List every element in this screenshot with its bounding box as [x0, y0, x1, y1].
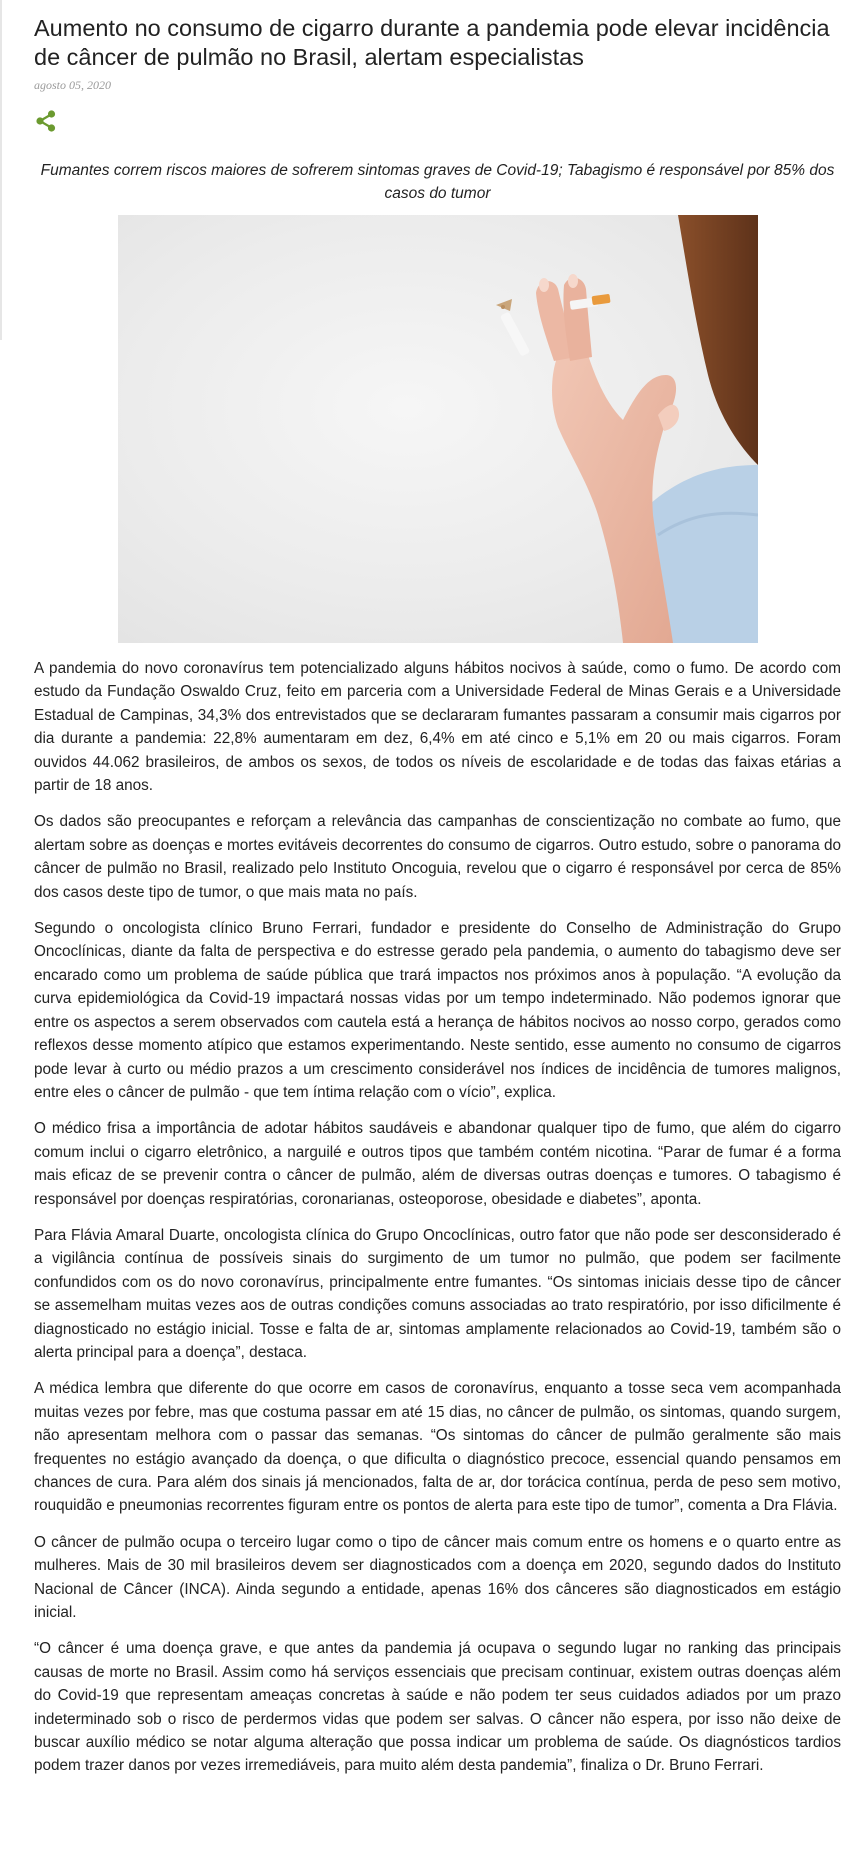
paragraph: “O câncer é uma doença grave, e que antes da pandemia já ocupava o segundo lugar no ranking das principais causas de morte no Brasil. Assim como há serviços essenciais que precisam continuar, existem outras doenças além do Covid-19 que representam ameaças concretas à saúde e não podem ter seus cuidados adiados por um prazo indeterminado sob o risco de perdermos vidas que podem ser salvas. O câncer não espera, por isso não deixe de buscar auxílio médico se notar alguma alteração que possa indicar um problema de saúde. Os diagnósticos tardios podem trazer danos por vezes irremediáveis, para muito além desta pandemia”, finaliza o Dr. Bruno Ferrari.	[34, 1640, 841, 1775]
article	[34, 14, 841, 1791]
paragraph: Os dados são preocupantes e reforçam a relevância das campanhas de conscientização no combate ao fumo, que alertam sobre as doenças e mortes evitáveis decorrentes do consumo de cigarros. Outro estudo, sobre o panorama do câncer de pulmão no Brasil, realizado pelo Instituto Oncoguia, revelou que o cigarro é responsável por cerca de 85% dos casos deste tipo de tumor, o que mais mata no país.	[34, 813, 841, 901]
paragraph: O médico frisa a importância de adotar hábitos saudáveis e abandonar qualquer tipo de fumo, que além do cigarro comum inclui o cigarro eletrônico, a narguilé e outros tipos que também contém nicotina. “Parar de fumar é a forma mais eficaz de se prevenir contra o câncer de pulmão, além de diversas outras doenças e tumores. O tabagismo é responsável por doenças respiratórias, coronarianas, osteoporose, obesidade e diabetes”, aponta.	[34, 1120, 841, 1208]
paragraph: A médica lembra que diferente do que ocorre em casos de coronavírus, enquanto a tosse seca vem acompanhada muitas vezes por febre, mas que costuma passar em até 15 dias, no câncer de pulmão, os sintomas, quando surgem, não apresentam melhora com o passar das semanas. “Os sintomas do câncer de pulmão geralmente são mais frequentes no estágio avançado da doença, o que dificulta o diagnóstico precoce, essencial quando pensamos em chances de cura. Para além dos sinais já mencionados, falta de ar, dor torácica contínua, perda de peso sem motivo, rouquidão e pneumonias recorrentes figuram entre os pontos de alerta para este tipo de tumor”, comenta a Dra Flávia.	[34, 1380, 841, 1515]
paragraph: O câncer de pulmão ocupa o terceiro lugar como o tipo de câncer mais comum entre os homens e o quarto entre as mulheres. Mais de 30 mil brasileiros devem ser diagnosticados com a doença em 2020, segundo dados do Instituto Nacional de Câncer (INCA). Ainda segundo a entidade, apenas 16% dos cânceres são diagnosticados em estágio inicial.	[34, 1533, 841, 1622]
share-icon	[34, 109, 58, 133]
paragraph: Segundo o oncologista clínico Bruno Ferrari, fundador e presidente do Conselho de Administração do Grupo Oncoclínicas, diante da falta de perspectiva e do estresse gerado pela pandemia, o aumento do tabagismo deve ser encarado como um problema de saúde pública que trará impactos nos próximos anos à população. “A evolução da curva epidemiológica da Covid-19 impactará nossas vidas por um tempo indeterminado. Não podemos ignorar que entre os aspectos a serem observados com cautela está a herança de hábitos nocivos ao nosso corpo, gerados como reflexos desse momento atípico que estamos experimentando. Neste sentido, esse aumento no consumo de cigarros pode levar à curto ou médio prazos a um crescimento considerável nos índices de incidência de tumores malignos, entre eles o câncer de pulmão - que tem íntima relação com o vício”, explica.	[34, 920, 841, 1101]
post-date: agosto 05, 2020	[34, 78, 112, 92]
article-subtitle: Fumantes correm riscos maiores de sofrerem sintomas graves de Covid-19; Tabagismo é responsável por 85% dos casos do tumor	[40, 162, 835, 202]
article-body	[34, 657, 841, 1778]
share-button[interactable]	[34, 109, 58, 133]
paragraph: A pandemia do novo coronavírus tem potencializado alguns hábitos nocivos à saúde, como o fumo. De acordo com estudo da Fundação Oswaldo Cruz, feito em parceria com a Universidade Federal de Minas Gerais e a Universidade Estadual de Campinas, 34,3% dos entrevistados que se declararam fumantes passaram a consumir mais cigarros por dia durante a pandemia: 22,8% aumentaram em dez, 6,4% em até cinco e 5,1% em 20 ou mais cigarros. Foram ouvidos 44.062 brasileiros, de ambos os sexos, de todos os níveis de escolaridade e de todas das faixas etárias a partir de 18 anos.	[34, 660, 841, 795]
hand-breaking-cigarette-illustration	[118, 215, 758, 643]
post-title: Aumento no consumo de cigarro durante a pandemia pode elevar incidência de câncer de pulmão no Brasil, alertam especialistas	[34, 15, 830, 70]
left-edge-divider	[0, 0, 2, 340]
hero-image	[118, 215, 758, 643]
paragraph: Para Flávia Amaral Duarte, oncologista clínica do Grupo Oncoclínicas, outro fator que não pode ser desconsiderado é a vigilância contínua de possíveis sinais do surgimento de um tumor no pulmão, que podem ser facilmente confundidos com os do novo coronavírus, principalmente entre fumantes. “Os sintomas iniciais desse tipo de câncer se assemelham muitas vezes aos de outras condições comuns associadas ao trato respiratório, por isso dificilmente é diagnosticado no estágio inicial. Tosse e falta de ar, sintomas amplamente relacionados ao Covid-19, também são o alerta principal para a doença”, destaca.	[34, 1226, 841, 1361]
